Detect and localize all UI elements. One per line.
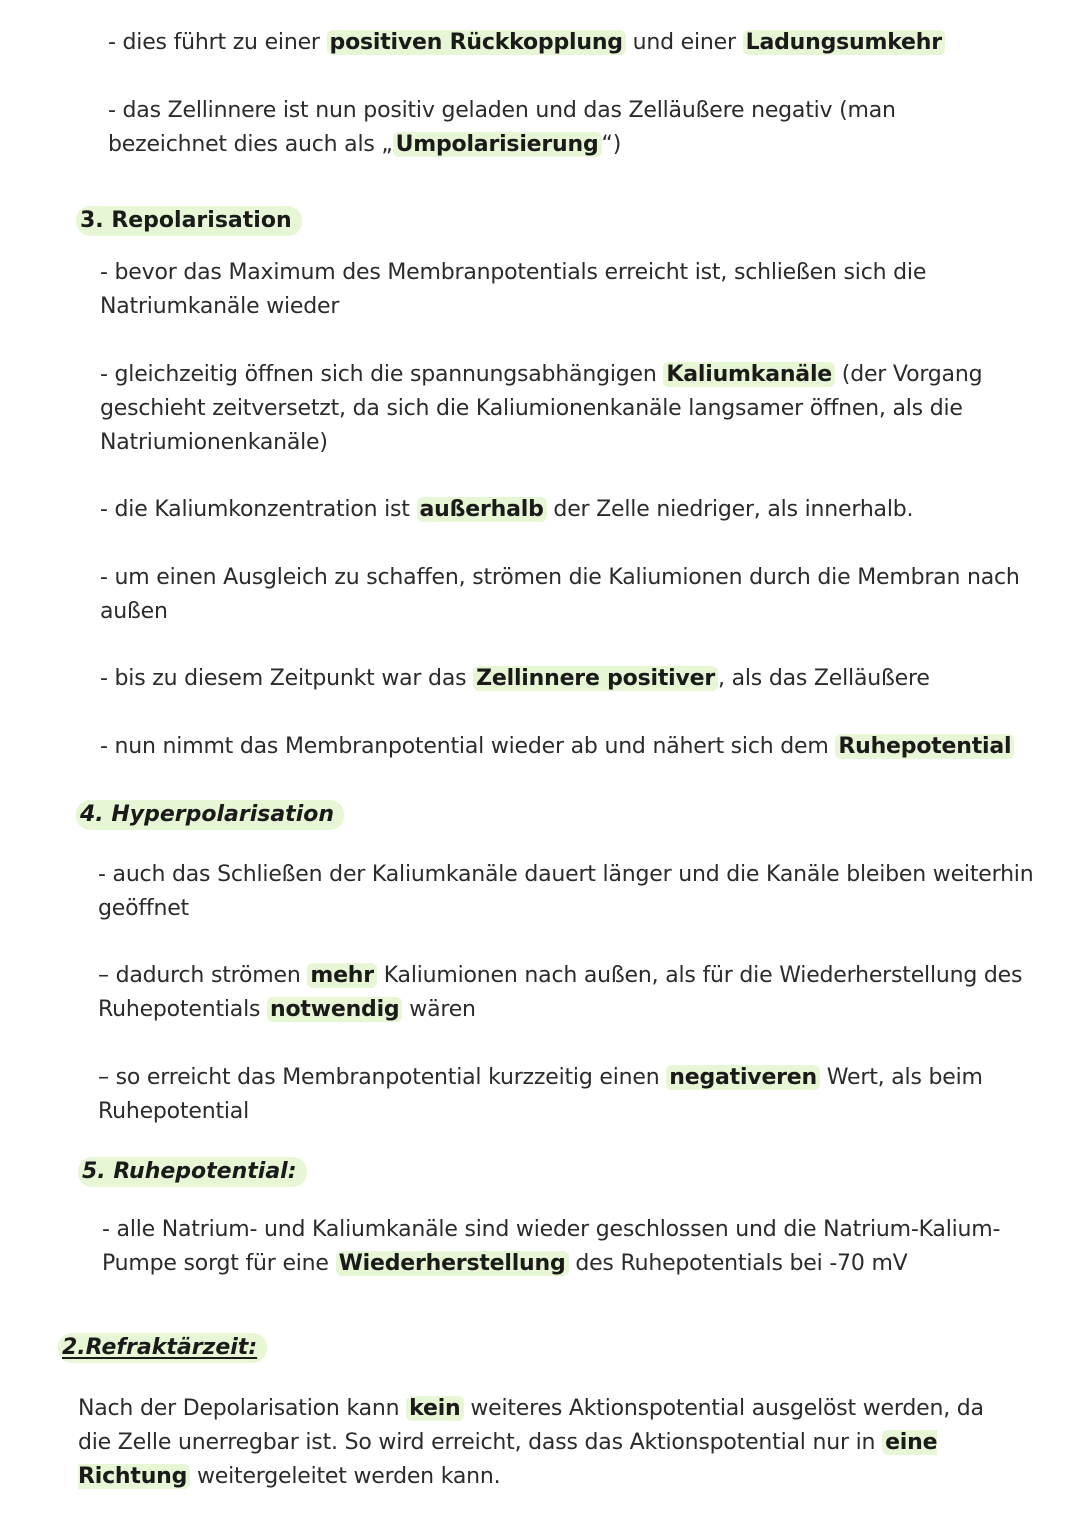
highlight-charge-reversal: Ladungsumkehr — [743, 30, 945, 55]
text: – so erreicht das Membranpotential kurzzeitig einen — [98, 1065, 667, 1090]
highlight-wiederherstellung: Wiederherstellung — [336, 1251, 569, 1276]
text: - dies führt zu einer — [108, 30, 327, 55]
text: - um einen Ausgleich zu schaffen, strömen die Kaliumionen durch die Membran nach außen — [100, 565, 1020, 624]
highlight-ruhepotential: Ruhepotential — [835, 734, 1014, 759]
highlight-kaliumkanaele: Kaliumkanäle — [663, 362, 835, 387]
paragraph-positive-feedback — [108, 26, 1008, 60]
text: Nach der Depolarisation kann — [78, 1396, 407, 1421]
text: der Zelle niedriger, als innerhalb. — [546, 497, 914, 522]
highlight-ausserhalb: außerhalb — [417, 497, 547, 522]
text: wären — [402, 997, 476, 1022]
heading-repolarisation: 3. Repolarisation — [76, 206, 302, 236]
paragraph-refraktaerzeit — [78, 1392, 998, 1494]
paragraph-kalium-outflow — [100, 561, 1045, 629]
paragraph-negativer-value — [98, 1061, 998, 1129]
text: - auch das Schließen der Kaliumkanäle dauert länger und die Kanäle bleiben weiterhin geöffnet — [98, 862, 1034, 921]
text: - nun nimmt das Membranpotential wieder ab und nähert sich dem — [100, 734, 836, 759]
highlight-umpolarisierung: Umpolarisierung — [393, 132, 602, 157]
heading-refraktaerzeit: 2.Refraktärzeit: — [58, 1333, 267, 1363]
text: - bevor das Maximum des Membranpotentials erreicht ist, schließen sich die Natriumkanäle wieder — [100, 260, 927, 319]
text: des Ruhepotentials bei -70 mV — [568, 1251, 908, 1276]
paragraph-kalium-open — [100, 358, 1010, 460]
paragraph-channels-closed — [102, 1213, 1042, 1281]
text: “) — [601, 132, 622, 157]
text: , als das Zelläußere — [718, 666, 930, 691]
text: Kaliumionen nach außen, als für die Wiederherstellung des Ruhepotentials — [98, 963, 1023, 1022]
paragraph-ruhepotential-approach — [100, 730, 1050, 764]
paragraph-kalium-close-slow — [98, 858, 1058, 926]
highlight-zellinnere-positiver: Zellinnere positiver — [473, 666, 718, 691]
text: Wert, als beim Ruhepotential — [98, 1065, 983, 1124]
text: und einer — [625, 30, 743, 55]
highlight-positive-feedback: positiven Rückkopplung — [327, 30, 626, 55]
text: weitergeleitet werden kann. — [190, 1464, 501, 1489]
heading-ruhepotential: 5. Ruhepotential: — [78, 1157, 307, 1187]
text: - gleichzeitig öffnen sich die spannungsabhängigen — [100, 362, 664, 387]
paragraph-umpolarisierung — [108, 94, 928, 162]
text: (der Vorgang geschieht zeitversetzt, da sich die Kaliumionenkanäle langsamer öffnen, als die Natriumionenkanäle) — [100, 362, 983, 455]
highlight-negativeren: negativeren — [666, 1065, 820, 1090]
paragraph-zellinnere-positiver — [100, 662, 1000, 696]
highlight-notwendig: notwendig — [267, 997, 402, 1022]
highlight-eine-richtung: eine Richtung — [78, 1430, 938, 1489]
paragraph-natrium-close — [100, 256, 960, 324]
highlight-kein: kein — [406, 1396, 463, 1421]
highlight-mehr: mehr — [307, 963, 377, 988]
text: - das Zellinnere ist nun positiv geladen und das Zelläußere negativ (man bezeichnet dies auch als „ — [108, 98, 896, 157]
text: - alle Natrium- und Kaliumkanäle sind wieder geschlossen und die Natrium-Kalium-Pumpe sorgt für eine — [102, 1217, 1001, 1276]
text: - die Kaliumkonzentration ist — [100, 497, 417, 522]
paragraph-more-kalium — [98, 959, 1038, 1027]
heading-hyperpolarisation: 4. Hyperpolarisation — [76, 800, 344, 830]
text: weiteres Aktionspotential ausgelöst werden, da die Zelle unerregbar ist. So wird erreicht, dass das Aktionspotential nur in — [78, 1396, 984, 1455]
text: - bis zu diesem Zeitpunkt war das — [100, 666, 474, 691]
text: – dadurch strömen — [98, 963, 308, 988]
paragraph-kalium-concentration — [100, 493, 1000, 527]
